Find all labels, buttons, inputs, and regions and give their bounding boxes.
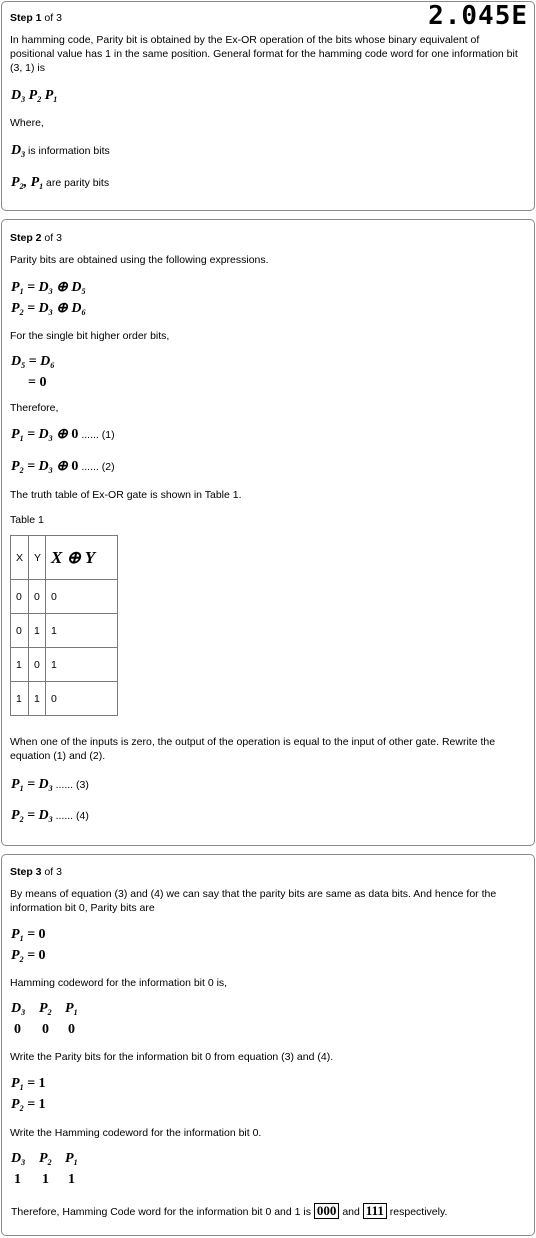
step3-card xyxy=(1,854,535,1236)
table-cell: 0 xyxy=(29,648,46,682)
table-row xyxy=(11,648,118,682)
step2-eq4: $P_2 = D_3$ ...... (4) xyxy=(11,808,89,824)
step2-table-caption: Table 1 xyxy=(10,514,44,526)
step2-expr-p2: $P_2 = D_3$ ⊕ $D_6$ xyxy=(11,301,86,317)
step3-cw0-values: 0 0 0 xyxy=(14,1022,75,1037)
truth-table xyxy=(10,535,118,716)
step3-parity-zero-p1: $P_1 = 0$ xyxy=(11,927,46,943)
step1-card xyxy=(1,1,535,211)
step3-parity1-text: Write the Parity bits for the information bit 0 from equation (3) and (4). xyxy=(10,1051,334,1063)
table-header-cell: X xyxy=(11,536,29,580)
table-cell: 1 xyxy=(46,614,118,648)
step2-eq1: $P_1 = D_3$ ⊕ 0 ...... (1) xyxy=(11,427,115,443)
step3-cw1-values: 1 1 1 xyxy=(14,1172,75,1187)
table-cell: 1 xyxy=(46,648,118,682)
table-header-cell: X ⊕ Y xyxy=(46,536,118,580)
step2-single-bit: For the single bit higher order bits, xyxy=(10,330,170,342)
step1-info-line: $D_3$ is information bits xyxy=(11,143,110,159)
step2-eq2: $P_2 = D_3$ ⊕ 0 ...... (2) xyxy=(11,459,115,475)
step1-codeword-format: $D_3$ $P_2$ $P_1$ xyxy=(11,88,58,104)
table-row xyxy=(11,580,118,614)
step3-parity-one-p1: $P_1 = 1$ xyxy=(11,1076,46,1092)
step2-heading: Step 2 of 3 xyxy=(10,232,62,244)
step2-truth-intro: The truth table of Ex-OR gate is shown in Table 1. xyxy=(10,489,242,501)
answer-box-1: 111 xyxy=(363,1203,387,1219)
table-cell: 0 xyxy=(46,580,118,614)
problem-id: 2.045E xyxy=(428,1,528,31)
answer-box-0: 000 xyxy=(314,1203,340,1219)
step2-expr-d5: $D_5 = D_6$ xyxy=(11,354,55,370)
step3-cw0-header: $D_3$ $P_2$ $P_1$ xyxy=(11,1001,78,1017)
step2-intro: Parity bits are obtained using the following expressions. xyxy=(10,254,269,266)
table-cell: 1 xyxy=(29,682,46,716)
step1-heading: Step 1 of 3 xyxy=(10,12,62,24)
table-header-cell: Y xyxy=(29,536,46,580)
step3-final-answer: Therefore, Hamming Code word for the information bit 0 and 1 is 000 and 111 respectively. xyxy=(11,1203,448,1218)
table-row xyxy=(11,614,118,648)
step3-cw0-text: Hamming codeword for the information bit 0 is, xyxy=(10,977,228,989)
step2-therefore: Therefore, xyxy=(10,402,59,414)
step1-where: Where, xyxy=(10,117,44,129)
step2-expr-zero: = 0 xyxy=(28,375,47,390)
step2-rewrite: When one of the inputs is zero, the output of the operation is equal to the input of other gate. Rewrite the equation (1) and (2). xyxy=(10,736,496,762)
step3-parity-zero-p2: $P_2 = 0$ xyxy=(11,948,46,964)
table-row xyxy=(11,682,118,716)
step3-cw1-text: Write the Hamming codeword for the information bit 0. xyxy=(10,1127,262,1139)
table-cell: 1 xyxy=(29,614,46,648)
step2-card xyxy=(1,219,535,846)
table-cell: 0 xyxy=(11,580,29,614)
step2-expr-p1: $P_1 = D_3$ ⊕ $D_5$ xyxy=(11,280,86,296)
step3-parity-one-p2: $P_2 = 1$ xyxy=(11,1097,46,1113)
step3-cw1-header: $D_3$ $P_2$ $P_1$ xyxy=(11,1151,78,1167)
table-cell: 0 xyxy=(11,614,29,648)
table-cell: 0 xyxy=(29,580,46,614)
step3-heading: Step 3 of 3 xyxy=(10,866,62,878)
table-cell: 1 xyxy=(11,648,29,682)
step2-eq3: $P_1 = D_3$ ...... (3) xyxy=(11,777,89,793)
table-header-row xyxy=(11,536,118,580)
table-cell: 0 xyxy=(46,682,118,716)
step3-intro: By means of equation (3) and (4) we can say that the parity bits are same as data bits. And hence for the information bit 0, Parity bits are xyxy=(10,888,497,914)
step1-parity-line: $P_2$, $P_1$ are parity bits xyxy=(11,175,110,191)
step1-intro: In hamming code, Parity bit is obtained by the Ex-OR operation of the bits whose binary equivalent of positional value has 1 in the same position. General format for the hamming code word for one information bit (3, 1) is xyxy=(10,34,518,74)
table-cell: 1 xyxy=(11,682,29,716)
